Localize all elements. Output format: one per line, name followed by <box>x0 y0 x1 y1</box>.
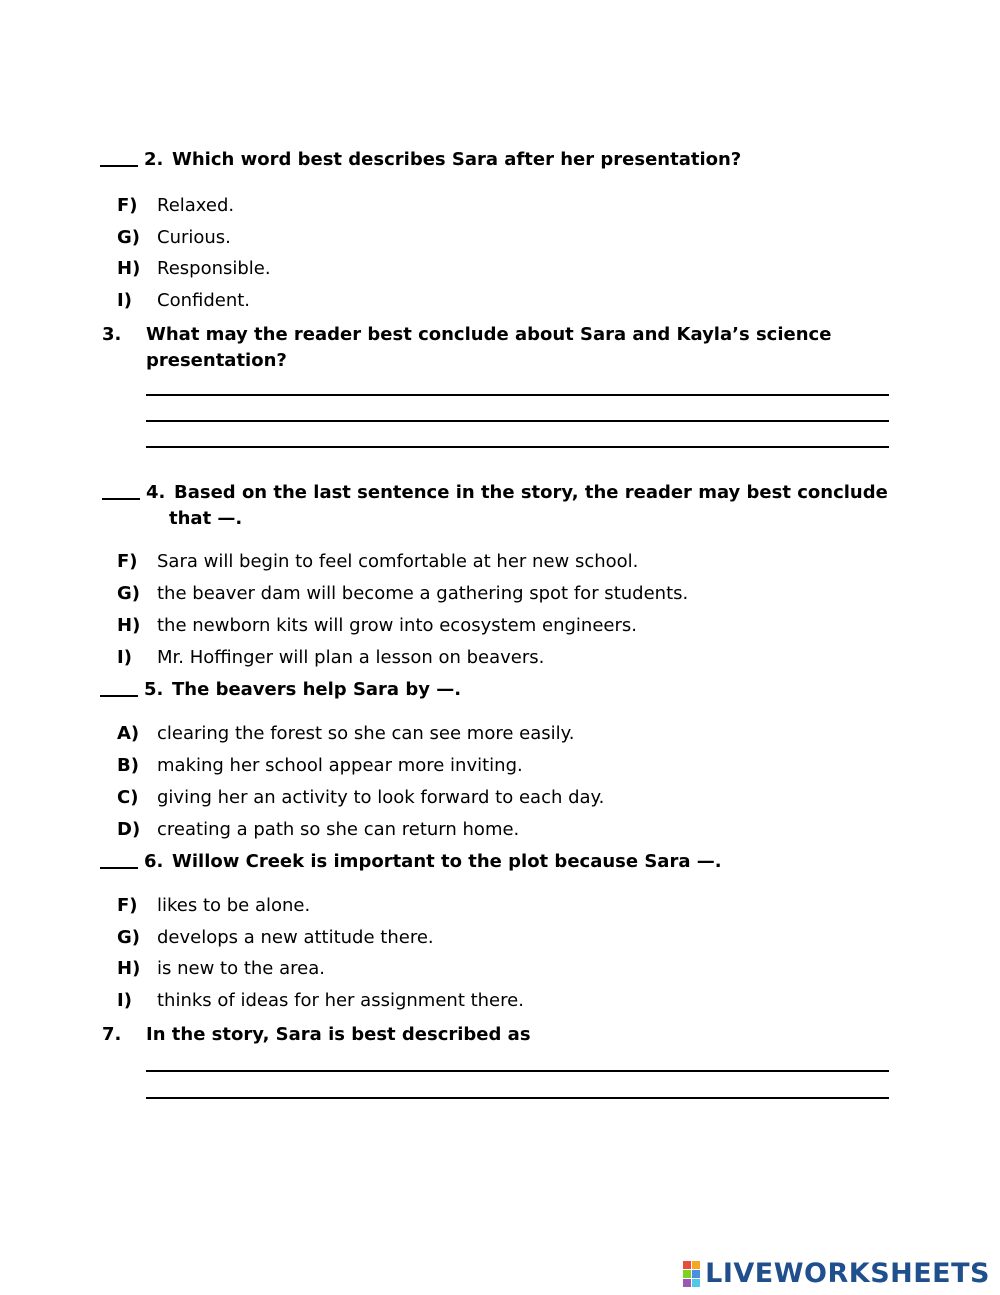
answer-line-3b[interactable] <box>146 420 889 422</box>
option-letter: H) <box>117 958 141 979</box>
option-4-h[interactable] <box>117 615 637 637</box>
option-letter: I) <box>117 290 132 311</box>
option-2-h[interactable] <box>117 258 271 280</box>
question-text: Willow Creek is important to the plot because Sara —. <box>172 851 722 872</box>
option-6-f[interactable] <box>117 895 310 917</box>
logo-grid-icon <box>683 1261 700 1287</box>
answer-blank-5[interactable] <box>100 679 138 697</box>
option-letter: H) <box>117 615 141 636</box>
answer-line-7b[interactable] <box>146 1097 889 1099</box>
question-text-line1: What may the reader best conclude about Sara and Kayla’s science <box>146 324 832 345</box>
option-letter: B) <box>117 755 139 776</box>
option-5-b[interactable] <box>117 755 523 777</box>
option-4-g[interactable] <box>117 583 688 605</box>
option-2-i[interactable] <box>117 290 250 312</box>
question-number: 2. <box>144 149 164 170</box>
option-letter: I) <box>117 647 132 668</box>
option-6-h[interactable] <box>117 958 325 980</box>
option-text: making her school appear more inviting. <box>157 755 523 776</box>
option-text: Mr. Hoffinger will plan a lesson on beavers. <box>157 647 545 668</box>
option-6-g[interactable] <box>117 927 434 949</box>
option-text: Relaxed. <box>157 195 235 216</box>
question-7 <box>102 1022 531 1048</box>
question-5 <box>100 677 461 703</box>
answer-line-3c[interactable] <box>146 446 889 448</box>
option-2-g[interactable] <box>117 227 231 249</box>
option-letter: G) <box>117 227 141 248</box>
option-text: is new to the area. <box>157 958 325 979</box>
option-text: likes to be alone. <box>157 895 311 916</box>
question-text: The beavers help Sara by —. <box>172 679 462 700</box>
question-6 <box>100 849 722 875</box>
question-2 <box>100 147 741 173</box>
option-5-a[interactable] <box>117 723 574 745</box>
option-text: develops a new attitude there. <box>157 927 434 948</box>
answer-blank-6[interactable] <box>100 851 138 869</box>
option-text: giving her an activity to look forward to each day. <box>157 787 605 808</box>
option-letter: D) <box>117 819 141 840</box>
option-letter: F) <box>117 551 138 572</box>
option-letter: F) <box>117 895 138 916</box>
question-text: In the story, Sara is best described as <box>146 1024 531 1045</box>
question-text-line2: presentation? <box>146 350 287 371</box>
answer-line-3a[interactable] <box>146 394 889 396</box>
liveworksheets-logo <box>683 1258 990 1289</box>
option-text: Curious. <box>157 227 231 248</box>
option-letter: H) <box>117 258 141 279</box>
question-number: 6. <box>144 851 164 872</box>
answer-line-7a[interactable] <box>146 1070 889 1072</box>
answer-blank-4[interactable] <box>102 482 140 500</box>
option-4-i[interactable] <box>117 647 544 669</box>
option-2-f[interactable] <box>117 195 234 217</box>
option-4-f[interactable] <box>117 551 638 573</box>
option-letter: C) <box>117 787 139 808</box>
option-5-c[interactable] <box>117 787 604 809</box>
logo-text: LIVEWORKSHEETS <box>705 1258 990 1289</box>
question-number: 4. <box>146 482 166 503</box>
option-text: the beaver dam will become a gathering spot for students. <box>157 583 689 604</box>
option-5-d[interactable] <box>117 819 519 841</box>
answer-blank-2[interactable] <box>100 149 138 167</box>
option-text: Responsible. <box>157 258 271 279</box>
option-text: thinks of ideas for her assignment there. <box>157 990 524 1011</box>
question-number: 5. <box>144 679 164 700</box>
question-3 <box>102 322 831 374</box>
option-text: Confident. <box>157 290 251 311</box>
question-text: Which word best describes Sara after her presentation? <box>172 149 742 170</box>
option-text: the newborn kits will grow into ecosystem engineers. <box>157 615 637 636</box>
question-number: 7. <box>102 1024 122 1045</box>
option-letter: I) <box>117 990 132 1011</box>
question-text-line1: Based on the last sentence in the story, the reader may best conclude <box>174 482 888 503</box>
option-text: clearing the forest so she can see more easily. <box>157 723 575 744</box>
option-6-i[interactable] <box>117 990 524 1012</box>
option-letter: F) <box>117 195 138 216</box>
question-4 <box>102 480 888 532</box>
question-text-line2: that —. <box>169 508 243 529</box>
option-letter: G) <box>117 583 141 604</box>
question-number: 3. <box>102 324 122 345</box>
option-letter: A) <box>117 723 140 744</box>
option-text: Sara will begin to feel comfortable at her new school. <box>157 551 639 572</box>
option-letter: G) <box>117 927 141 948</box>
option-text: creating a path so she can return home. <box>157 819 520 840</box>
